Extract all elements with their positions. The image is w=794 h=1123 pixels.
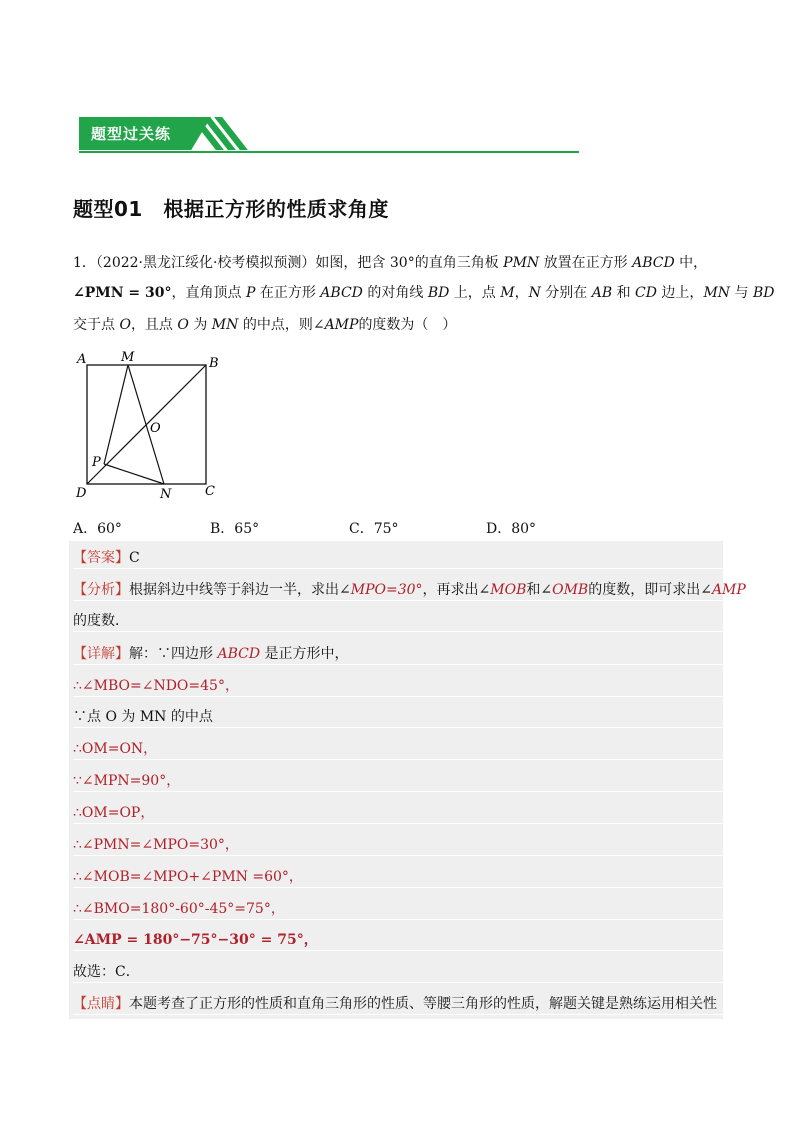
banner-title: 题型过关练	[91, 125, 172, 143]
label-d: D	[76, 486, 87, 501]
label-b: B	[209, 356, 219, 371]
label-n: N	[160, 487, 172, 502]
choose-line: 故选：C．	[73, 962, 723, 983]
option-a: A．60°	[73, 521, 122, 537]
formula-line: ∠AMP = 180°−75°−30° = 75°，	[73, 930, 723, 951]
label-o: O	[150, 421, 161, 436]
step-line: ∴∠BMO=180°-60°-45°=75°，	[73, 899, 723, 920]
segment-pn	[104, 464, 164, 484]
label-p: P	[92, 455, 101, 470]
option-c: C．75°	[349, 521, 399, 537]
option-d: D．80°	[486, 521, 537, 537]
analysis-line-2: 的度数．	[73, 611, 723, 632]
question-line-1: 1．（2022·黑龙江绥化·校考模拟预测）如图，把含 30°的直角三角板 PMN 放置在正方形 ABCD 中，	[73, 255, 708, 271]
label-m: M	[121, 350, 135, 365]
analysis-line: 【分析】根据斜边中线等于斜边一半，求出∠MPO=30°，再求出∠MOB和∠OMB的度数，即可求出∠AMP	[73, 580, 723, 601]
step-line: ∴OM=ON，	[73, 739, 723, 760]
step-line: ∴∠MBO=∠NDO=45°，	[73, 676, 723, 697]
option-b: B．65°	[210, 521, 260, 537]
step-line: ∴∠PMN=∠MPO=30°，	[73, 835, 723, 856]
step-line: ∴OM=OP，	[73, 803, 723, 824]
question-line-3: 交于点 O，且点 O 为 MN 的中点，则∠AMP的度数为（ ）	[73, 317, 457, 333]
label-c: C	[205, 484, 215, 499]
comment-line: 【点睛】本题考查了正方形的性质和直角三角形的性质、等腰三角形的性质，解题关键是熟练运用相关性	[73, 994, 723, 1015]
label-a: A	[77, 352, 87, 367]
section-title: 题型01 根据正方形的性质求角度	[73, 197, 389, 221]
banner-underline	[79, 151, 579, 153]
geometry-figure	[72, 347, 232, 507]
step-line: ∵点 O 为 MN 的中点	[73, 707, 723, 728]
answer-line: 【答案】C	[73, 548, 723, 569]
detail-line: 【详解】解：∵四边形 ABCD 是正方形中，	[73, 644, 723, 665]
step-line: ∴∠MOB=∠MPO+∠PMN =60°，	[73, 867, 723, 888]
segment-mp	[104, 365, 128, 464]
question-line-2: ∠PMN = 30°，直角顶点 P 在正方形 ABCD 的对角线 BD 上，点 M，N 分别在 AB 和 CD 边上，MN 与 BD	[73, 285, 775, 301]
step-line: ∵∠MPN=90°，	[73, 771, 723, 792]
section-banner	[79, 117, 579, 153]
